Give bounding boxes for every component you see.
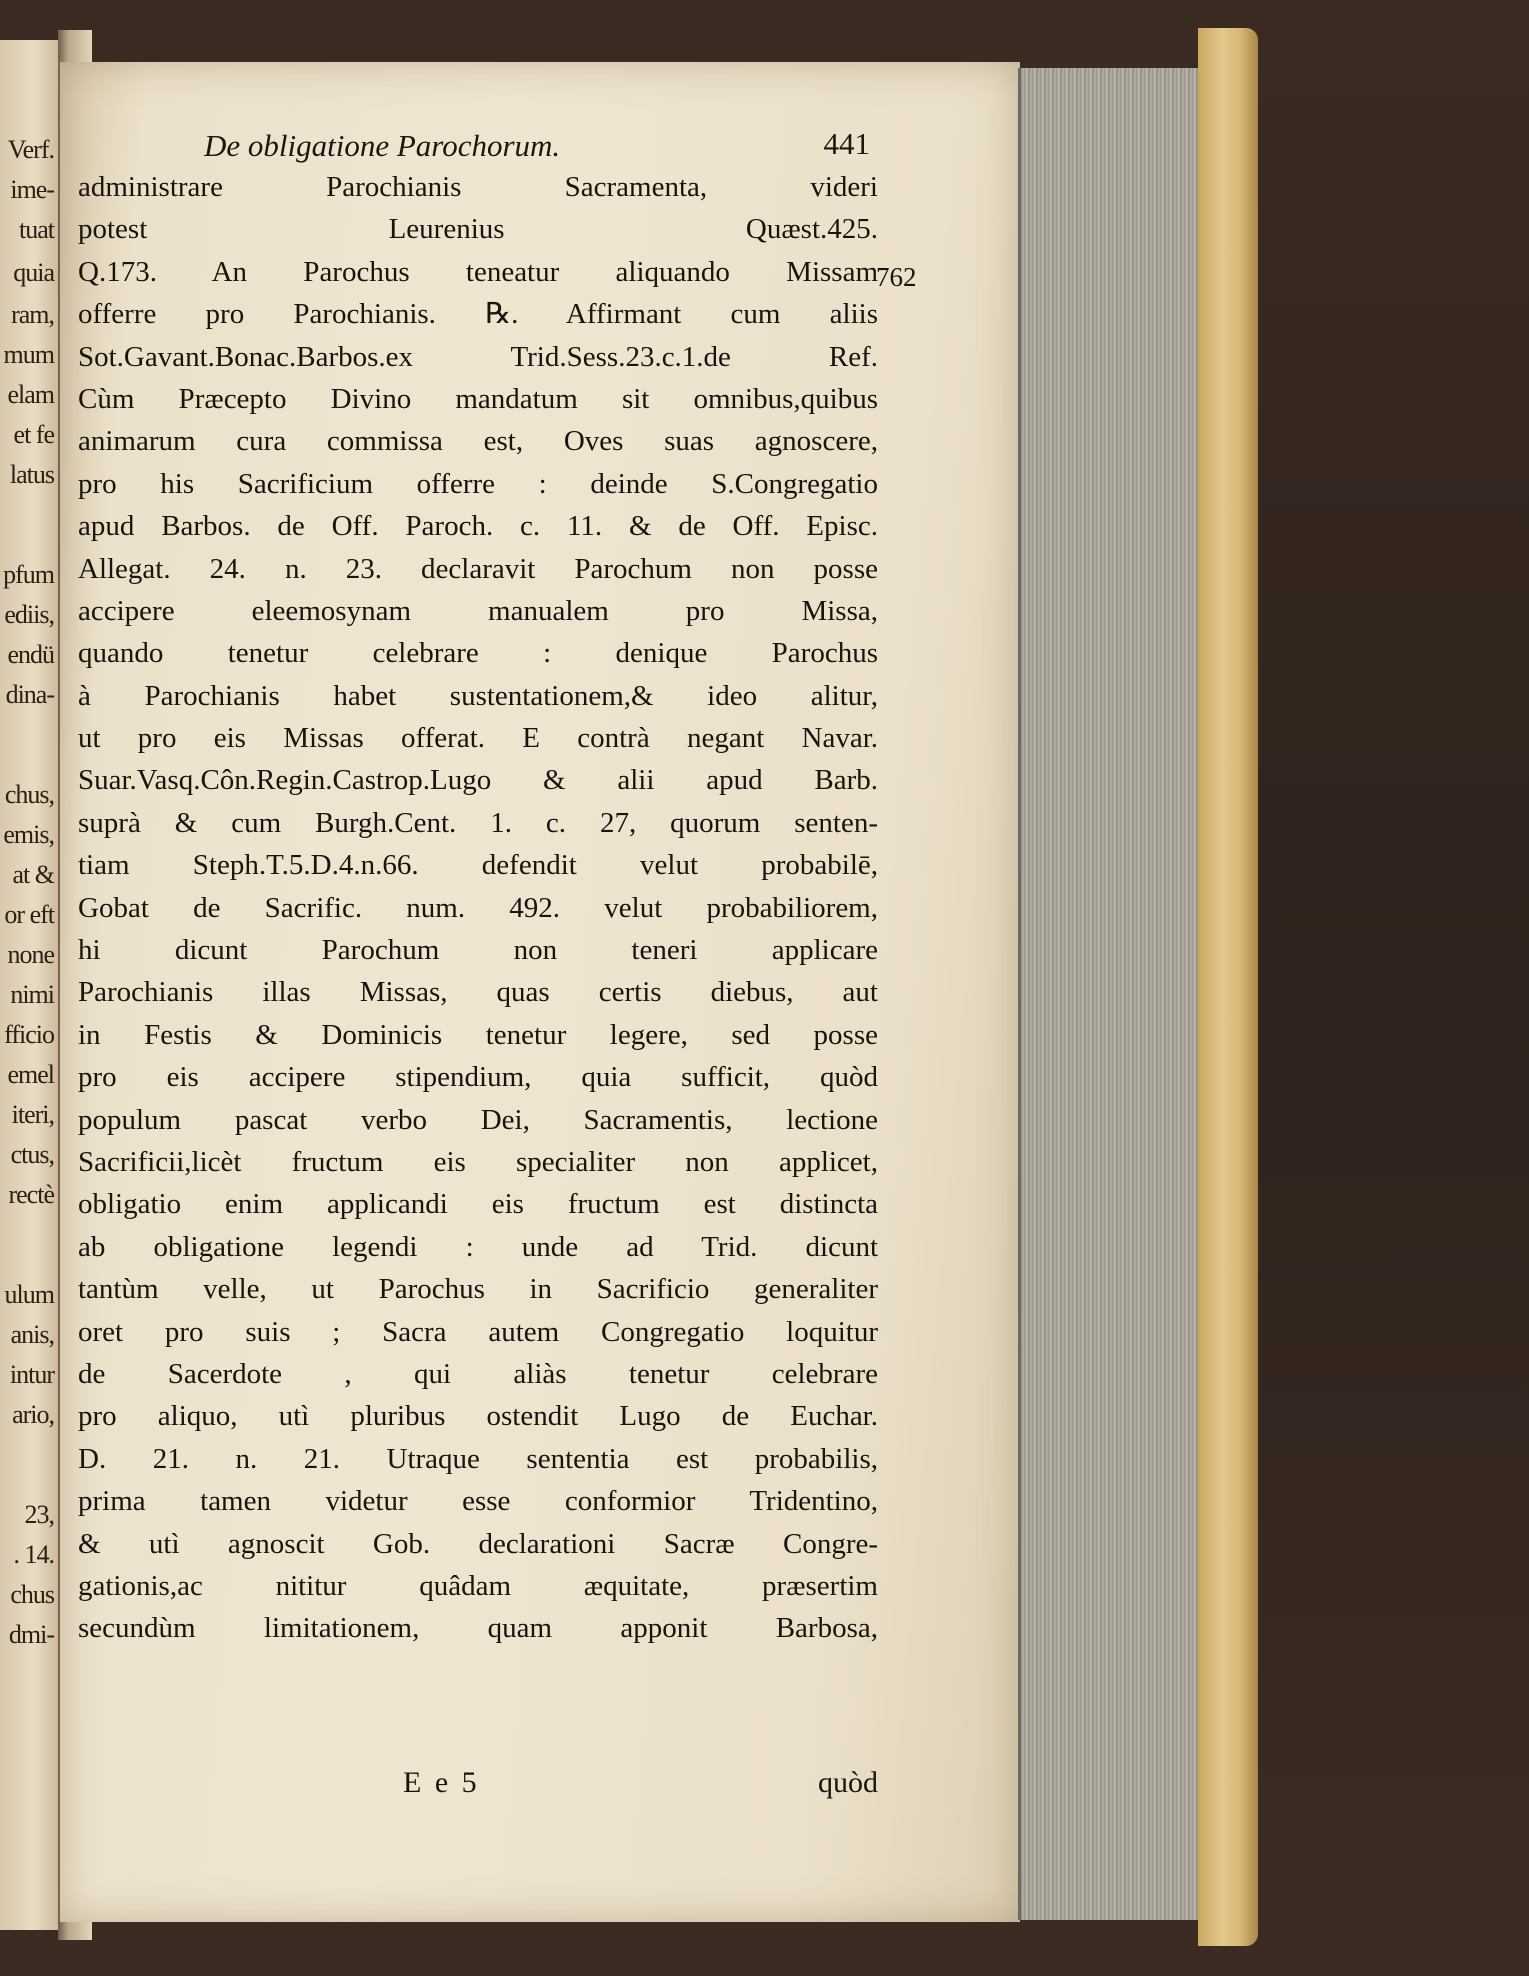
facing-page-text: 23,: [24, 1500, 54, 1529]
facing-page-text: ram,: [11, 300, 54, 329]
facing-page-text: chus: [10, 1580, 54, 1609]
text-line: ut pro eis Missas offerat. E contrà negant Navar.: [78, 722, 878, 755]
text-line: tiam Steph.T.5.D.4.n.66. defendit velut probabilē,: [78, 849, 878, 882]
facing-page-text: ario,: [12, 1400, 54, 1429]
text-line: offerre pro Parochianis. ℞. Affirmant cum aliis: [78, 298, 878, 331]
text-line: Sacrificii,licèt fructum eis specialiter non applicet,: [78, 1145, 878, 1178]
text-line: tantùm velle, ut Parochus in Sacrificio generaliter: [78, 1273, 878, 1306]
text-line: & utì agnoscit Gob. declarationi Sacræ Congre-: [78, 1527, 878, 1560]
facing-page-text: dmi-: [8, 1620, 54, 1649]
facing-page-text: ime-: [10, 175, 54, 204]
text-line: D. 21. n. 21. Utraque sententia est probabilis,: [78, 1442, 878, 1475]
text-line: administrare Parochianis Sacramenta, videri: [78, 171, 878, 203]
text-line: populum pascat verbo Dei, Sacramentis, lectione: [78, 1103, 878, 1136]
facing-page-text: at &: [12, 860, 54, 889]
margin-note: 762: [876, 262, 917, 292]
text-line: suprà & cum Burgh.Cent. 1. c. 27, quorum senten-: [78, 806, 878, 839]
facing-page-text: ulum: [4, 1280, 54, 1309]
facing-page-text: endü: [7, 640, 54, 669]
facing-page-text: none: [7, 940, 54, 969]
text-line: obligatio enim applicandi eis fructum est distincta: [78, 1188, 878, 1221]
facing-page-text: pfum: [3, 560, 54, 589]
text-line: hi dicunt Parochum non teneri applicare: [78, 934, 878, 967]
book-cover-edge: [1198, 28, 1258, 1946]
facing-page-text: fficio: [4, 1020, 54, 1049]
facing-page-text: Verf.: [7, 135, 54, 164]
text-line: Parochianis illas Missas, quas certis diebus, aut: [78, 976, 878, 1009]
text-line: Cùm Præcepto Divino mandatum sit omnibus,quibus: [78, 382, 878, 415]
text-line: accipere eleemosynam manualem pro Missa,: [78, 594, 878, 627]
text-line: de Sacerdote , qui aliàs tenetur celebrare: [78, 1357, 878, 1390]
facing-page-text: ctus,: [10, 1140, 54, 1169]
facing-page-text: tuat: [19, 215, 54, 244]
text-line: potest Leurenius Quæst.425.: [78, 213, 878, 246]
running-head: De obligatione Parochorum.: [204, 128, 561, 163]
text-line: Sot.Gavant.Bonac.Barbos.ex Trid.Sess.23.c.1.de Ref.: [78, 340, 878, 373]
text-line: secundùm limitationem, quam apponit Barbosa,: [78, 1612, 878, 1645]
text-line: animarum cura commissa est, Oves suas agnoscere,: [78, 425, 878, 458]
page-footer: [78, 1766, 878, 1810]
text-line: Suar.Vasq.Côn.Regin.Castrop.Lugo & alii apud Barb.: [78, 764, 878, 797]
facing-page-text: iteri,: [11, 1100, 54, 1129]
facing-page-text: anis,: [10, 1320, 54, 1349]
page-number: 441: [823, 126, 870, 161]
text-line: Q.173. An Parochus teneatur aliquando Missam: [78, 255, 878, 288]
facing-page-text: dina-: [5, 680, 54, 709]
text-line: Allegat. 24. n. 23. declaravit Parochum non posse: [78, 552, 878, 585]
facing-page-text: nimi: [10, 980, 54, 1009]
facing-page-text: intur: [9, 1360, 54, 1389]
facing-page-text: . 14.: [13, 1540, 54, 1569]
text-line: prima tamen videtur esse conformior Tridentino,: [78, 1485, 878, 1518]
facing-page-text: quia: [13, 258, 54, 287]
text-line: apud Barbos. de Off. Paroch. c. 11. & de Off. Episc.: [78, 510, 878, 543]
facing-page-text: et fe: [13, 420, 54, 449]
text-line: quando tenetur celebrare : denique Parochus: [78, 637, 878, 670]
facing-page-text: ediis,: [4, 600, 54, 629]
body-text: [78, 166, 878, 1650]
facing-page-text: emis,: [3, 820, 54, 849]
text-line: in Festis & Dominicis tenetur legere, sed posse: [78, 1018, 878, 1051]
text-line: gationis,ac nititur quâdam æquitate, præsertim: [78, 1569, 878, 1602]
page-block-edge: [1018, 68, 1201, 1920]
facing-page-text: or eft: [4, 900, 54, 929]
signature-mark: E e 5: [403, 1766, 480, 1799]
facing-page-text: mum: [3, 340, 54, 369]
facing-page-text: chus,: [4, 780, 54, 809]
text-line: à Parochianis habet sustentationem,& ideo alitur,: [78, 679, 878, 712]
facing-page-text: emel: [7, 1060, 54, 1089]
text-line: pro his Sacrificium offerre : deinde S.Congregatio: [78, 467, 878, 500]
text-line: oret pro suis ; Sacra autem Congregatio loquitur: [78, 1315, 878, 1348]
facing-page-text: elam: [7, 380, 54, 409]
text-line: Gobat de Sacrific. num. 492. velut probabiliorem,: [78, 891, 878, 924]
catchword: quòd: [818, 1766, 878, 1799]
text-line: pro aliquo, utì pluribus ostendit Lugo de Euchar.: [78, 1400, 878, 1433]
facing-page-text: latus: [9, 460, 54, 489]
text-line: pro eis accipere stipendium, quia sufficit, quòd: [78, 1061, 878, 1094]
text-line: ab obligatione legendi : unde ad Trid. dicunt: [78, 1230, 878, 1263]
facing-page-fragment: [0, 40, 60, 1930]
facing-page-text: rectè: [8, 1180, 54, 1209]
